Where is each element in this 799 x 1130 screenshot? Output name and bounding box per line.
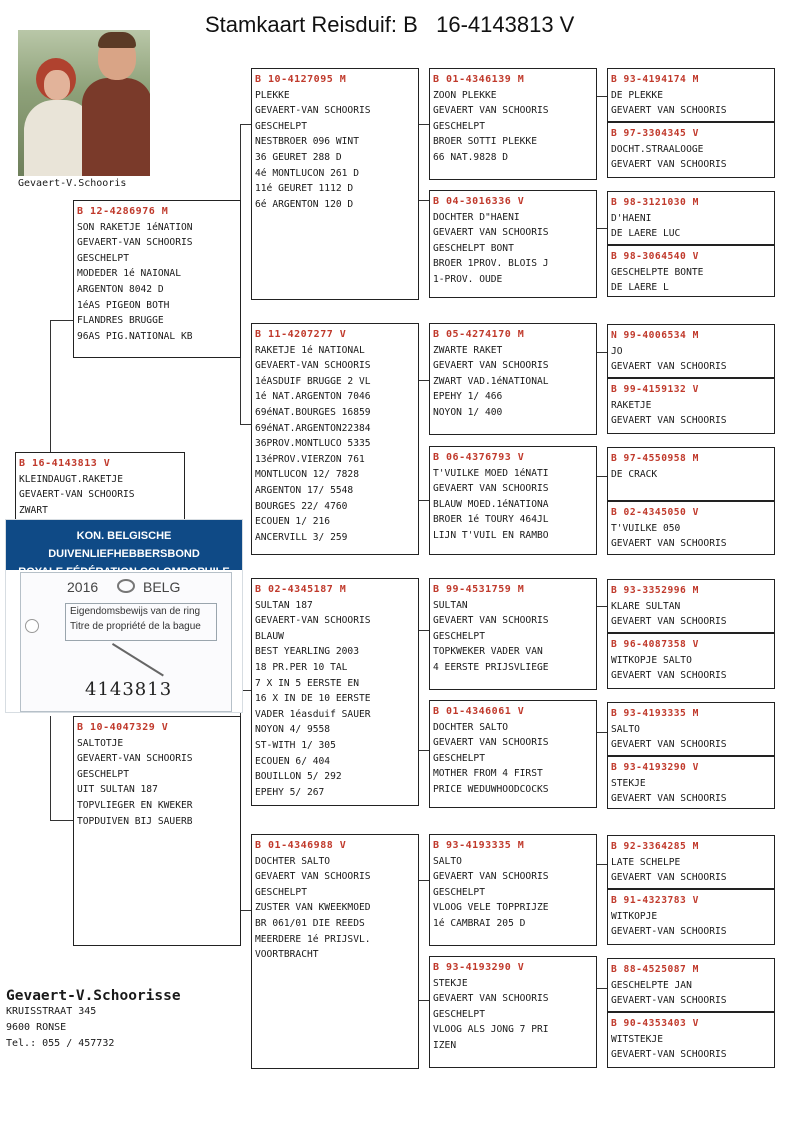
info-line: PRICE WEDUWHOODCOCKS bbox=[433, 783, 549, 795]
ring-number: B 93-3352996 M bbox=[611, 585, 699, 596]
ring-number: B 93-4193290 V bbox=[611, 762, 699, 773]
info-line: STEKJE bbox=[433, 977, 468, 989]
info-line: 4é MONTLUCON 261 D bbox=[255, 167, 359, 179]
great-grandparent-card bbox=[429, 323, 597, 435]
info-line: GEVAERT VAN SCHOORIS bbox=[611, 538, 727, 550]
connector bbox=[418, 1000, 429, 1001]
info-line: GEVAERT VAN SCHOORIS bbox=[255, 871, 371, 883]
ancestor-card bbox=[607, 245, 775, 297]
ring-number: B 01-4346139 M bbox=[433, 74, 525, 85]
ring-number: B 99-4159132 V bbox=[611, 384, 699, 395]
ring-number: B 06-4376793 V bbox=[433, 452, 525, 463]
info-line: SALTOTJE bbox=[77, 737, 124, 749]
info-line: RAKETJE 1é NATIONAL bbox=[255, 344, 365, 356]
info-line: KLEINDAUGT.RAKETJE bbox=[19, 473, 123, 485]
info-line: SULTAN 187 bbox=[255, 599, 313, 611]
info-line: NESTBROER 096 WINT bbox=[255, 136, 359, 148]
info-line: BLAUW bbox=[255, 630, 284, 642]
ancestor-card bbox=[607, 633, 775, 689]
ring-number: B 10-4127095 M bbox=[255, 74, 347, 85]
info-line: LIJN T'VUIL EN RAMBO bbox=[433, 529, 549, 541]
owner-name: Gevaert-V.Schoorisse bbox=[6, 988, 181, 1004]
info-line: LATE SCHELPE bbox=[611, 856, 681, 868]
info-line: ANCERVILL 3/ 259 bbox=[255, 531, 348, 543]
ring-number: N 99-4006534 M bbox=[611, 330, 699, 341]
ring-number: B 93-4193335 M bbox=[611, 708, 699, 719]
info-line: 69éNAT.ARGENTON22384 bbox=[255, 422, 371, 434]
info-line: ZWART bbox=[19, 504, 48, 516]
ownership-label-box bbox=[65, 603, 217, 641]
info-line: ZWART VAD.1éNATIONAL bbox=[433, 375, 549, 387]
info-line: JO bbox=[611, 345, 623, 357]
info-line: VLOOG VELE TOPPRIJZE bbox=[433, 902, 549, 914]
info-line: GESCHELPT bbox=[77, 252, 129, 264]
ancestor-card bbox=[607, 889, 775, 945]
info-line: BROER 1PROV. BLOIS J bbox=[433, 258, 549, 270]
info-line: GEVAERT VAN SCHOORIS bbox=[611, 415, 727, 427]
info-line: GESCHELPT bbox=[433, 752, 485, 764]
info-line: NOYON 1/ 400 bbox=[433, 406, 503, 418]
info-line: GEVAERT VAN SCHOORIS bbox=[611, 739, 727, 751]
info-line: GEVAERT VAN SCHOORIS bbox=[611, 793, 727, 805]
card-ring-number: 4143813 bbox=[85, 679, 173, 700]
info-line: GEVAERT VAN SCHOORIS bbox=[433, 227, 549, 239]
connector bbox=[418, 750, 429, 751]
ancestor-card bbox=[607, 958, 775, 1012]
info-line: 1éAS PIGEON BOTH bbox=[77, 299, 170, 311]
punch-hole-icon bbox=[25, 619, 39, 633]
info-line: T'VUILKE MOED 1éNATI bbox=[433, 467, 549, 479]
info-line: ECOUEN 6/ 404 bbox=[255, 755, 331, 767]
info-line: SALTO bbox=[433, 855, 462, 867]
info-line: 4 EERSTE PRIJSVLIEGE bbox=[433, 661, 549, 673]
info-line: GEVAERT VAN SCHOORIS bbox=[433, 360, 549, 372]
info-line: GEVAERT VAN SCHOORIS bbox=[433, 483, 549, 495]
info-line: KLARE SULTAN bbox=[611, 600, 681, 612]
info-line: GESCHELPT bbox=[255, 120, 307, 132]
info-line: ARGENTON 17/ 5548 bbox=[255, 484, 354, 496]
pointer-line bbox=[112, 643, 164, 676]
info-line: GESCHELPT bbox=[77, 768, 129, 780]
info-line: 36 GEURET 288 D bbox=[255, 151, 342, 163]
info-line: WITKOPJE SALTO bbox=[611, 654, 692, 666]
info-line: GEVAERT VAN SCHOORIS bbox=[611, 159, 727, 171]
info-line: GEVAERT-VAN SCHOORIS bbox=[77, 753, 193, 765]
ancestor-card bbox=[607, 756, 775, 809]
info-line: 16 X IN DE 10 EERSTE bbox=[255, 693, 371, 705]
info-line: 7 X IN 5 EERSTE EN bbox=[255, 677, 359, 689]
ring-number: B 05-4274170 M bbox=[433, 329, 525, 340]
photo-caption: Gevaert-V.Schooris bbox=[18, 178, 127, 189]
info-line: GEVAERT VAN SCHOORIS bbox=[433, 615, 549, 627]
info-line: SALTO bbox=[611, 723, 640, 735]
info-line: GEVAERT VAN SCHOORIS bbox=[611, 872, 727, 884]
connector bbox=[240, 424, 251, 425]
info-line: GESCHELPT bbox=[433, 630, 485, 642]
owner-city: 9600 RONSE bbox=[6, 1022, 67, 1033]
info-line: 96AS PIG.NATIONAL KB bbox=[77, 330, 193, 342]
info-line: DE LAERE LUC bbox=[611, 228, 681, 240]
ring-number: B 93-4194174 M bbox=[611, 74, 699, 85]
ancestor-card bbox=[607, 702, 775, 756]
info-line: NOYON 4/ 9558 bbox=[255, 724, 331, 736]
info-line: IZEN bbox=[433, 1039, 457, 1051]
info-line: T'VUILKE 050 bbox=[611, 522, 681, 534]
ancestor-card bbox=[607, 501, 775, 555]
info-line: GESCHELPTE BONTE bbox=[611, 266, 704, 278]
info-line: SON RAKETJE 1éNATION bbox=[77, 221, 193, 233]
info-line: ZWARTE RAKET bbox=[433, 344, 503, 356]
ancestor-card bbox=[607, 191, 775, 245]
grandfather-paternal-card bbox=[251, 68, 419, 300]
ring-ownership-card bbox=[5, 519, 243, 713]
connector bbox=[50, 716, 51, 820]
ring-number: B 01-4346988 V bbox=[255, 840, 347, 851]
info-line: EPEHY 1/ 466 bbox=[433, 391, 503, 403]
info-line: ARGENTON 8042 D bbox=[77, 283, 164, 295]
title-country: B bbox=[403, 12, 418, 37]
info-line: 1éASDUIF BRUGGE 2 VL bbox=[255, 375, 371, 387]
ring-number: B 88-4525087 M bbox=[611, 964, 699, 975]
info-line: 1é NAT.ARGENTON 7046 bbox=[255, 391, 371, 403]
ring-number: B 92-3364285 M bbox=[611, 841, 699, 852]
ring-number: B 97-3304345 V bbox=[611, 128, 699, 139]
ring-number: B 12-4286976 M bbox=[77, 206, 169, 217]
info-line: GEVAERT VAN SCHOORIS bbox=[611, 361, 727, 373]
info-line: ECOUEN 1/ 216 bbox=[255, 516, 331, 528]
info-line: VOORTBRACHT bbox=[255, 949, 319, 961]
info-line: BOURGES 22/ 4760 bbox=[255, 500, 348, 512]
info-line: DE CRACK bbox=[611, 468, 658, 480]
info-line: GEVAERT VAN SCHOORIS bbox=[611, 616, 727, 628]
great-grandparent-card bbox=[429, 834, 597, 946]
info-line: GEVAERT-VAN SCHOORIS bbox=[255, 105, 371, 117]
ancestor-card bbox=[607, 68, 775, 122]
info-line: BOUILLON 5/ 292 bbox=[255, 771, 342, 783]
grandmother-maternal-card bbox=[251, 834, 419, 1069]
info-line: VADER 1éasduif SAUER bbox=[255, 708, 371, 720]
ring-number: B 93-4193290 V bbox=[433, 962, 525, 973]
info-line: DOCHTER SALTO bbox=[433, 721, 509, 733]
info-line: TOPVLIEGER EN KWEKER bbox=[77, 799, 193, 811]
page-title bbox=[205, 12, 635, 38]
great-grandparent-card bbox=[429, 956, 597, 1068]
great-grandparent-card bbox=[429, 190, 597, 298]
info-line: GESCHELPT BONT bbox=[433, 242, 514, 254]
mother-card bbox=[73, 716, 241, 946]
info-line: GEVAERT-VAN SCHOORIS bbox=[611, 1049, 727, 1061]
info-line: 11é GEURET 1112 D bbox=[255, 183, 354, 195]
info-line: RAKETJE bbox=[611, 399, 652, 411]
owner-phone: Tel.: 055 / 457732 bbox=[6, 1038, 115, 1049]
ring-number: B 16-4143813 V bbox=[19, 458, 111, 469]
info-line: BEST YEARLING 2003 bbox=[255, 646, 359, 658]
owner-info bbox=[6, 988, 181, 1052]
info-line: PLEKKE bbox=[255, 89, 290, 101]
info-line: GEVAERT VAN SCHOORIS bbox=[611, 105, 727, 117]
connector bbox=[418, 500, 429, 501]
ring-number: B 99-4531759 M bbox=[433, 584, 525, 595]
info-line: 18 PR.PER 10 TAL bbox=[255, 661, 348, 673]
info-line: GEVAERT VAN SCHOORIS bbox=[611, 670, 727, 682]
info-line: GESCHELPT bbox=[255, 886, 307, 898]
card-year: 2016 bbox=[67, 579, 99, 595]
info-line: DOCHTER SALTO bbox=[255, 855, 331, 867]
ancestor-card bbox=[607, 378, 775, 434]
ancestor-card bbox=[607, 579, 775, 633]
info-line: STEKJE bbox=[611, 777, 646, 789]
connector bbox=[418, 630, 429, 631]
info-line: 1é CAMBRAI 205 D bbox=[433, 917, 526, 929]
info-line: GEVAERT-VAN SCHOORIS bbox=[255, 615, 371, 627]
info-line: D'HAENI bbox=[611, 212, 652, 224]
ring-number: B 93-4193335 M bbox=[433, 840, 525, 851]
ancestor-card bbox=[607, 447, 775, 501]
info-line: GEVAERT-VAN SCHOORIS bbox=[611, 926, 727, 938]
info-line: 13éPROV.VIERZON 761 bbox=[255, 453, 365, 465]
info-line: MODEDER 1é NAIONAL bbox=[77, 268, 181, 280]
info-line: GESCHELPTE JAN bbox=[611, 979, 692, 991]
ring-number: B 90-4353403 V bbox=[611, 1018, 699, 1029]
connector bbox=[418, 880, 429, 881]
federation-band bbox=[6, 520, 242, 570]
info-line: GESCHELPT bbox=[433, 1008, 485, 1020]
connector bbox=[240, 124, 251, 125]
ancestor-card bbox=[607, 835, 775, 889]
info-line: 69éNAT.BOURGES 16859 bbox=[255, 406, 371, 418]
grandfather-maternal-card bbox=[251, 578, 419, 806]
ring-number: B 02-4345050 V bbox=[611, 507, 699, 518]
great-grandparent-card bbox=[429, 578, 597, 690]
info-line: GEVAERT VAN SCHOORIS bbox=[433, 105, 549, 117]
owner-photo bbox=[18, 30, 150, 176]
info-line: DOCHT.STRAALOOGE bbox=[611, 143, 704, 155]
info-line: DE LAERE L bbox=[611, 282, 669, 294]
info-line: BROER SOTTI PLEKKE bbox=[433, 136, 537, 148]
info-line: DE PLEKKE bbox=[611, 89, 663, 101]
ancestor-card bbox=[607, 122, 775, 178]
subject-pigeon-card bbox=[15, 452, 185, 520]
info-line: ZOON PLEKKE bbox=[433, 89, 497, 101]
ownership-label-fr: Titre de propriété de la bague bbox=[70, 621, 201, 632]
info-line: VLOOG ALS JONG 7 PRI bbox=[433, 1024, 549, 1036]
info-line: MOTHER FROM 4 FIRST bbox=[433, 768, 543, 780]
info-line: ZUSTER VAN KWEEKMOED bbox=[255, 902, 371, 914]
info-line: TOPKWEKER VADER VAN bbox=[433, 646, 543, 658]
card-inner bbox=[20, 572, 232, 712]
info-line: GESCHELPT bbox=[433, 120, 485, 132]
ring-number: B 96-4087358 V bbox=[611, 639, 699, 650]
info-line: BROER 1é TOURY 464JL bbox=[433, 514, 549, 526]
federation-logo-icon bbox=[117, 579, 135, 593]
info-line: GEVAERT VAN SCHOORIS bbox=[433, 993, 549, 1005]
title-ring: 16-4143813 V bbox=[436, 12, 575, 37]
info-line: GESCHELPT bbox=[433, 886, 485, 898]
info-line: TOPDUIVEN BIJ SAUERB bbox=[77, 815, 193, 827]
ring-number: B 01-4346061 V bbox=[433, 706, 525, 717]
ancestor-card bbox=[607, 324, 775, 378]
info-line: GEVAERT VAN SCHOORIS bbox=[433, 737, 549, 749]
info-line: MEERDERE 1é PRIJSVL. bbox=[255, 933, 371, 945]
info-line: EPEHY 5/ 267 bbox=[255, 786, 325, 798]
info-line: WITKOPJE bbox=[611, 910, 658, 922]
info-line: GEVAERT-VAN SCHOORIS bbox=[255, 360, 371, 372]
info-line: 66 NAT.9828 D bbox=[433, 151, 509, 163]
info-line: 6é ARGENTON 120 D bbox=[255, 198, 354, 210]
info-line: GEVAERT-VAN SCHOORIS bbox=[19, 489, 135, 501]
info-line: BLAUW MOED.1éNATIONA bbox=[433, 498, 549, 510]
card-country: BELG bbox=[143, 579, 181, 595]
info-line: GEVAERT-VAN SCHOORIS bbox=[611, 995, 727, 1007]
ring-number: B 98-3064540 V bbox=[611, 251, 699, 262]
connector bbox=[418, 124, 429, 125]
federation-name-nl: KON. BELGISCHE DUIVENLIEFHEBBERSBOND bbox=[48, 530, 200, 560]
connector bbox=[240, 910, 251, 911]
title-label: Stamkaart Reisduif: bbox=[205, 12, 397, 37]
connector bbox=[50, 820, 74, 821]
info-line: 36PROV.MONTLUCO 5335 bbox=[255, 438, 371, 450]
info-line: MONTLUCON 12/ 7828 bbox=[255, 469, 359, 481]
great-grandparent-card bbox=[429, 700, 597, 808]
grandmother-paternal-card bbox=[251, 323, 419, 555]
connector bbox=[418, 380, 429, 381]
ring-number: B 91-4323783 V bbox=[611, 895, 699, 906]
ring-number: B 98-3121030 M bbox=[611, 197, 699, 208]
ring-number: B 10-4047329 V bbox=[77, 722, 169, 733]
info-line: GEVAERT-VAN SCHOORIS bbox=[77, 237, 193, 249]
great-grandparent-card bbox=[429, 68, 597, 180]
ring-number: B 97-4550958 M bbox=[611, 453, 699, 464]
info-line: WITSTEKJE bbox=[611, 1033, 663, 1045]
info-line: FLANDRES BRUGGE bbox=[77, 315, 164, 327]
info-line: BR 061/01 DIE REEDS bbox=[255, 917, 365, 929]
info-line: DOCHTER D"HAENI bbox=[433, 211, 520, 223]
info-line: 1-PROV. OUDE bbox=[433, 273, 503, 285]
ownership-label-nl: Eigendomsbewijs van de ring bbox=[70, 606, 201, 617]
ring-number: B 11-4207277 V bbox=[255, 329, 347, 340]
info-line: SULTAN bbox=[433, 599, 468, 611]
ring-number: B 04-3016336 V bbox=[433, 196, 525, 207]
info-line: GEVAERT VAN SCHOORIS bbox=[433, 871, 549, 883]
connector bbox=[50, 320, 51, 452]
owner-street: KRUISSTRAAT 345 bbox=[6, 1006, 97, 1017]
great-grandparent-card bbox=[429, 446, 597, 555]
info-line: UIT SULTAN 187 bbox=[77, 784, 158, 796]
connector bbox=[50, 320, 74, 321]
ring-number: B 02-4345187 M bbox=[255, 584, 347, 595]
connector bbox=[418, 200, 429, 201]
ancestor-card bbox=[607, 1012, 775, 1068]
info-line: ST-WITH 1/ 305 bbox=[255, 739, 336, 751]
father-card bbox=[73, 200, 241, 358]
